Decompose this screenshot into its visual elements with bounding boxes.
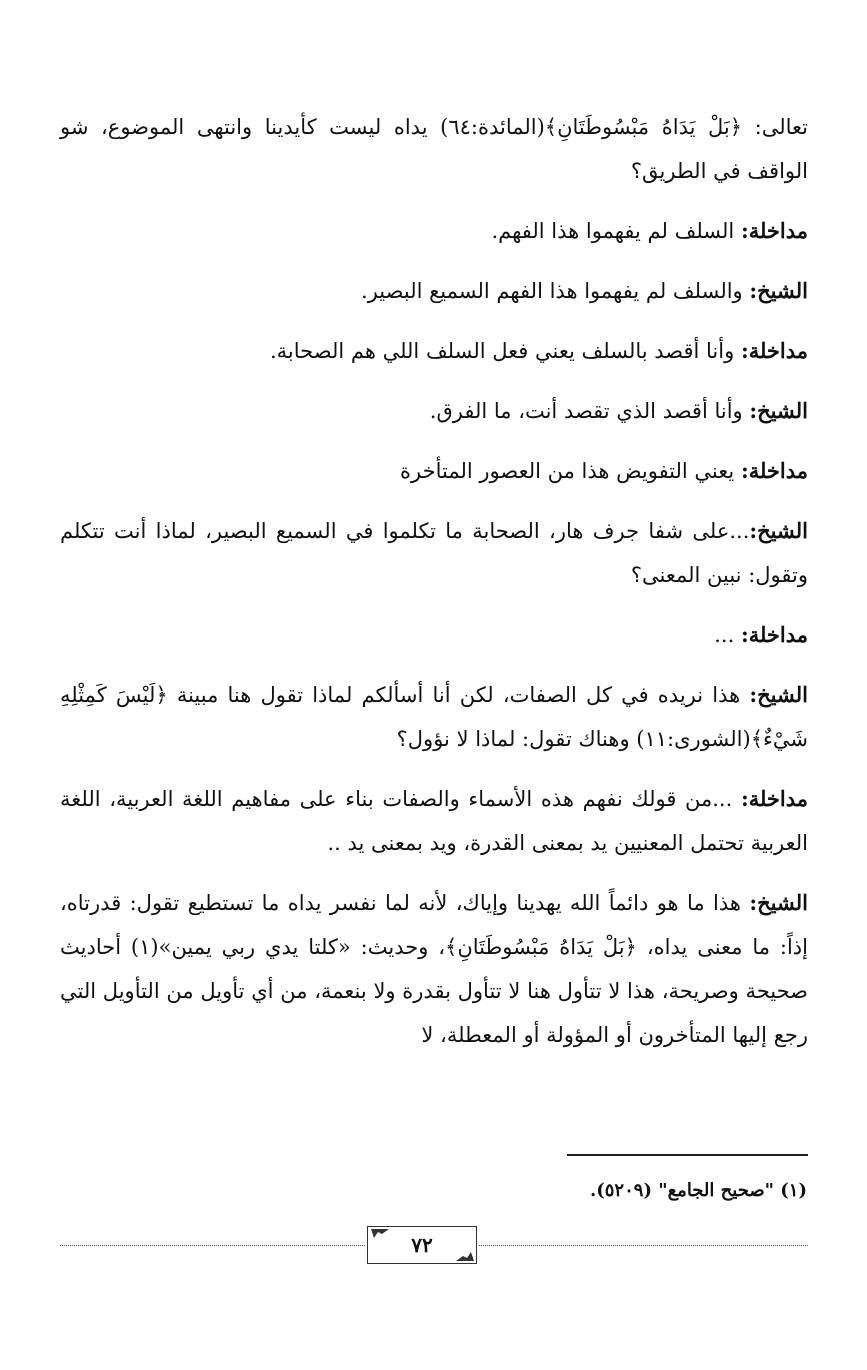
paragraph-11 bbox=[60, 881, 808, 1057]
speaker: الشيخ: bbox=[749, 682, 808, 707]
paragraph-text: ... bbox=[714, 623, 741, 647]
footnote: (١) "صحيح الجامع" (٥٢٠٩). bbox=[589, 1180, 807, 1201]
paragraph-text: والسلف لم يفهموا هذا الفهم السميع البصير. bbox=[361, 279, 750, 303]
paragraph-text: هذا نريده في كل الصفات، لكن أنا أسألكم لماذا تقول هنا مبينة ﴿لَيْسَ كَمِثْلِهِ شَيْءٌ﴾(الشورى:١١) وهناك تقول: لماذا لا نؤول؟ bbox=[60, 683, 808, 751]
paragraph-text: تعالى: ﴿بَلْ يَدَاهُ مَبْسُوطَتَانِ﴾(المائدة:٦٤) يداه ليست كأيدينا وانتهى الموضوع، شو الواقف في الطريق؟ bbox=[60, 115, 808, 183]
paragraph-5 bbox=[60, 389, 808, 433]
speaker: الشيخ: bbox=[749, 518, 808, 543]
paragraph-8 bbox=[60, 613, 808, 657]
paragraph-1 bbox=[60, 105, 808, 193]
speaker: مداخلة: bbox=[740, 338, 808, 363]
paragraph-3 bbox=[60, 269, 808, 313]
dotted-rule-right bbox=[479, 1245, 808, 1246]
paragraph-text: هذا ما هو دائماً الله يهدينا وإياك، لأنه لما نفسر يداه ما تستطيع تقول: قدرتاه، إذاً: ما معنى يداه، ﴿بَلْ يَدَاهُ مَبْسُوطَتَانِ﴾، وحديث: «كلتا يدي ربي يمين»(١) أحاديث صحيحة وصريحة، هذا لا تتأول هنا لا تتأول بقدرة ولا بنعمة، من أي تأويل من التأويل التي رجع إليها المتأخرون أو المؤولة أو المعطلة، لا bbox=[60, 891, 808, 1047]
speaker: الشيخ: bbox=[749, 398, 808, 423]
page-body bbox=[60, 105, 808, 1073]
paragraph-9 bbox=[60, 673, 808, 761]
paragraph-text: ...على شفا جرف هار، الصحابة ما تكلموا في السميع البصير، لماذا أنت تتكلم وتقول: نبين المعنى؟ bbox=[60, 519, 808, 587]
speaker: مداخلة: bbox=[740, 458, 808, 483]
ornament-icon bbox=[370, 1228, 390, 1240]
paragraph-text: يعني التفويض هذا من العصور المتأخرة bbox=[400, 459, 741, 483]
speaker: مداخلة: bbox=[740, 622, 808, 647]
speaker: الشيخ: bbox=[749, 278, 808, 303]
page-number: ٧٢ bbox=[411, 1233, 433, 1257]
paragraph-7 bbox=[60, 509, 808, 597]
dotted-rule-left bbox=[60, 1245, 365, 1246]
paragraph-text: وأنا أقصد الذي تقصد أنت، ما الفرق. bbox=[429, 399, 750, 423]
footnote-divider bbox=[567, 1154, 808, 1156]
paragraph-text: ...من قولك نفهم هذه الأسماء والصفات بناء على مفاهيم اللغة العربية، اللغة العربية تحتمل المعنيين يد بمعنى القدرة، ويد بمعنى يد .. bbox=[60, 787, 808, 855]
speaker: مداخلة: bbox=[740, 218, 808, 243]
paragraph-2 bbox=[60, 209, 808, 253]
paragraph-4 bbox=[60, 329, 808, 373]
paragraph-6 bbox=[60, 449, 808, 493]
paragraph-10 bbox=[60, 777, 808, 865]
paragraph-text: السلف لم يفهموا هذا الفهم. bbox=[491, 219, 741, 243]
ornament-icon bbox=[455, 1250, 475, 1262]
speaker: الشيخ: bbox=[749, 890, 808, 915]
paragraph-text: وأنا أقصد بالسلف يعني فعل السلف اللي هم الصحابة. bbox=[270, 339, 741, 363]
speaker: مداخلة: bbox=[740, 786, 808, 811]
